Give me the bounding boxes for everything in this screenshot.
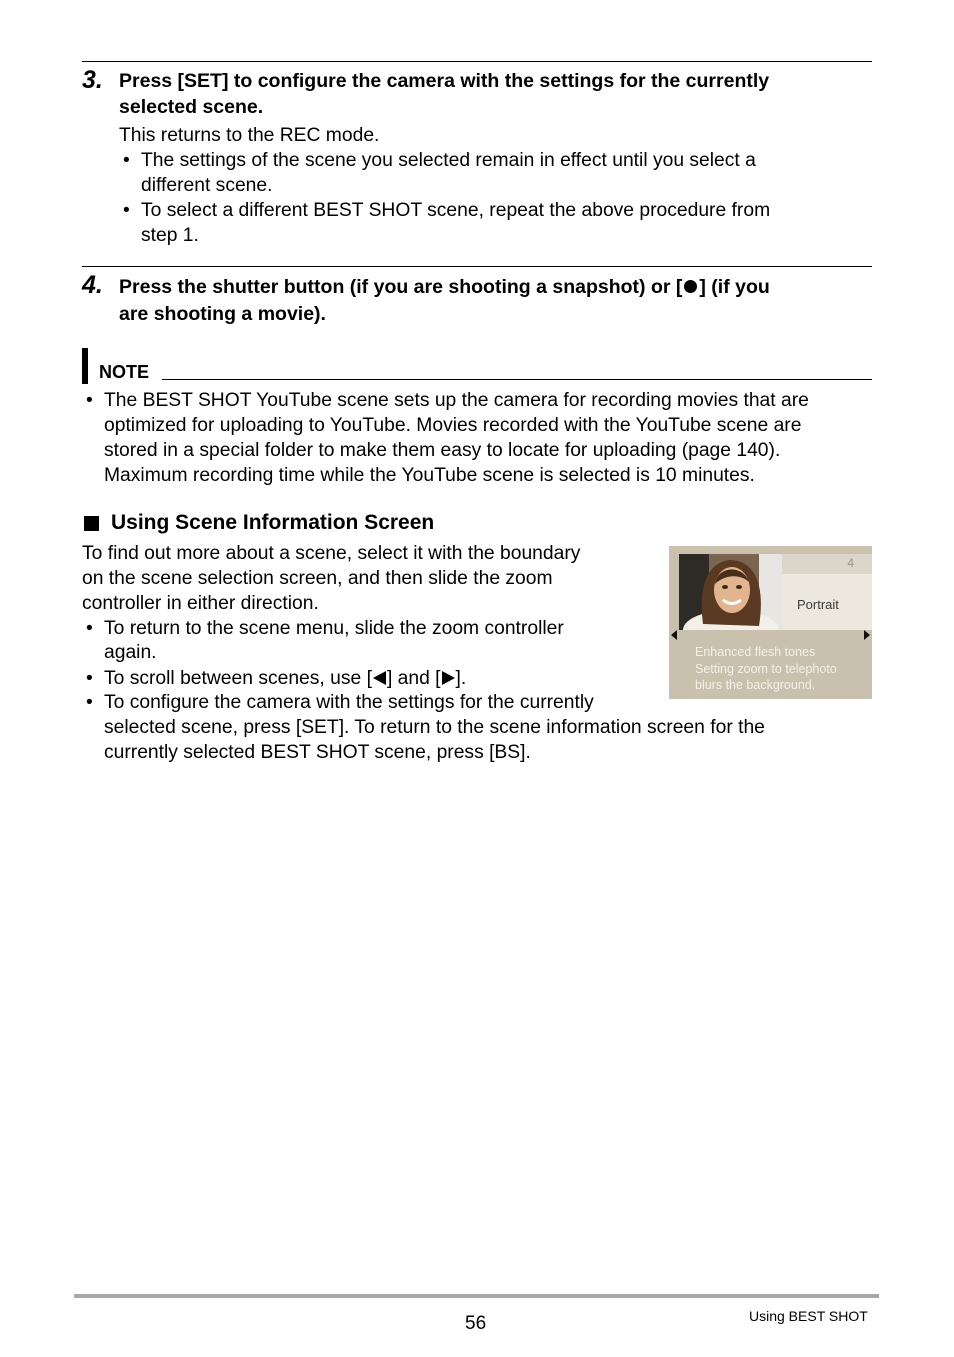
step3-title: Press [SET] to configure the camera with the settings for the currently selected scene. bbox=[119, 70, 770, 118]
section-bullet3-line1: To configure the camera with the settings for the currently bbox=[104, 692, 594, 713]
section-intro-line: on the scene selection screen, and then slide the zoom bbox=[82, 568, 553, 589]
section-title: Using Scene Information Screen bbox=[111, 511, 435, 534]
bullet-dot: • bbox=[86, 618, 93, 639]
section-bullet3-line2: selected scene, press [SET]. To return to the scene information screen for the bbox=[104, 717, 765, 738]
section-intro-line: To find out more about a scene, select it with the boundary bbox=[82, 543, 581, 564]
bullet-dot: • bbox=[86, 390, 93, 411]
note-bar bbox=[82, 348, 88, 384]
step3-bullet1-line2: different scene. bbox=[141, 175, 273, 196]
step4-number: 4. bbox=[82, 271, 103, 299]
page-number: 56 bbox=[465, 1313, 487, 1334]
scroll-left-arrow-icon bbox=[671, 630, 677, 640]
note-label: NOTE bbox=[99, 362, 150, 382]
bullet-dot: • bbox=[123, 200, 130, 221]
footer-rule bbox=[74, 1294, 879, 1298]
scroll-right-arrow-icon bbox=[864, 630, 870, 640]
step3-bullet2-line2: step 1. bbox=[141, 225, 199, 246]
bullet-dot: • bbox=[86, 668, 93, 689]
section-bullet3-line3: currently selected BEST SHOT scene, press [BS]. bbox=[104, 742, 531, 763]
left-triangle-icon bbox=[373, 671, 386, 685]
scene-name: Portrait bbox=[797, 597, 839, 612]
step3-bullet1-line1: The settings of the scene you selected remain in effect until you select a bbox=[141, 150, 756, 171]
section-bullet1-line1: To return to the scene menu, slide the zoom controller bbox=[104, 618, 564, 639]
step3-body: This returns to the REC mode. bbox=[119, 125, 380, 146]
bullet-dot: • bbox=[86, 692, 93, 713]
scene-info-panel bbox=[782, 554, 872, 630]
portrait-photo bbox=[679, 554, 782, 630]
section-bullet2: To scroll between scenes, use [ ] and [ ]. bbox=[104, 668, 467, 689]
step3-number: 3. bbox=[82, 66, 103, 94]
note-line: stored in a special folder to make them easy to locate for uploading (page 140). bbox=[104, 440, 781, 461]
section-bullet1-line2: again. bbox=[104, 642, 157, 663]
scene-description: Enhanced flesh tones Setting zoom to telephoto blurs the background. bbox=[695, 645, 837, 692]
note-line: optimized for uploading to YouTube. Movies recorded with the YouTube scene are bbox=[104, 415, 802, 436]
section-intro-line: controller in either direction. bbox=[82, 593, 319, 614]
bullet-dot: • bbox=[123, 150, 130, 171]
right-triangle-icon bbox=[442, 671, 455, 685]
note-line: The BEST SHOT YouTube scene sets up the camera for recording movies that are bbox=[104, 390, 809, 411]
note-rule bbox=[162, 379, 872, 380]
camera-screen-illustration bbox=[669, 546, 872, 699]
scene-number: 4 bbox=[847, 556, 854, 570]
record-dot-icon bbox=[684, 280, 697, 293]
section-square-icon bbox=[84, 516, 99, 531]
step3-rule bbox=[82, 61, 872, 62]
footer-section-name: Using BEST SHOT bbox=[749, 1308, 868, 1324]
step3-bullet2-line1: To select a different BEST SHOT scene, repeat the above procedure from bbox=[141, 200, 771, 221]
step4-rule bbox=[82, 266, 872, 267]
step4-title: Press the shutter button (if you are shooting a snapshot) or [ ] (if you are shooting a movie). bbox=[119, 276, 770, 325]
note-line: Maximum recording time while the YouTube scene is selected is 10 minutes. bbox=[104, 465, 755, 486]
